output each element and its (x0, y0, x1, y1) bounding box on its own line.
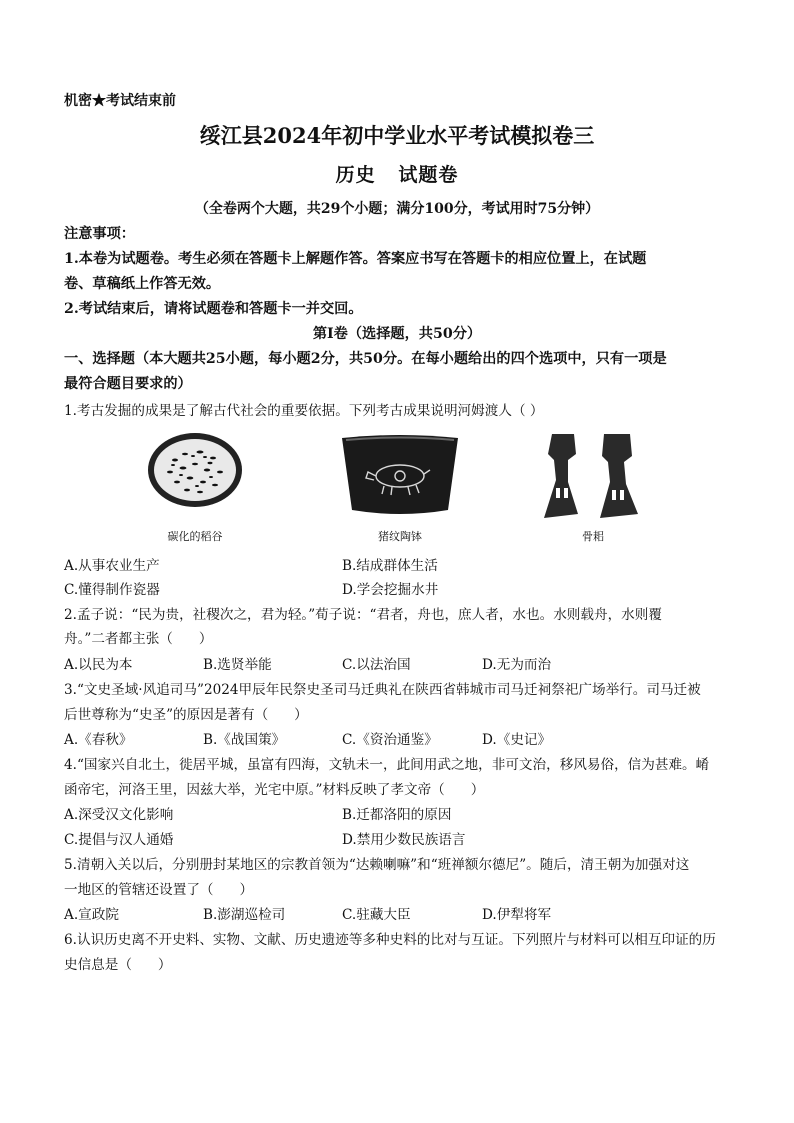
question-4-stem-line-2: 函帝宅，河洛王里，因兹大举，光宅中原。”材料反映了孝文帝（ ） (64, 782, 485, 798)
q5-option-d[interactable]: D.伊犁将军 (482, 907, 552, 923)
image-caption-pottery: 猪纹陶钵 (378, 530, 422, 543)
question-1-stem: 1.考古发掘的成果是了解古代社会的重要依据。下列考古成果说明河姆渡人（ ） (64, 403, 544, 419)
question-2-stem-line-1: 2.孟子说：“民为贵，社稷次之，君为轻。”荀子说：“君者，舟也，庶人者，水也。水则载舟，水则覆 (64, 607, 662, 623)
image-caption-rice: 碳化的稻谷 (167, 530, 223, 543)
q1-option-a[interactable]: A.从事农业生产 (64, 558, 160, 574)
q5-option-b[interactable]: B.澎湖巡检司 (203, 907, 286, 923)
question-6-stem-line-2: 史信息是（ ） (64, 957, 172, 973)
question-5-stem-line-1: 5.清朝入关以后，分别册封某地区的宗教首领为“达赖喇嘛”和“班禅额尔德尼”。随后，清王朝为加强对这 (64, 857, 690, 873)
section-heading-line-1: 一、选择题（本大题共25小题，每小题2分，共50分。在每小题给出的四个选项中，只有一项是 (64, 351, 667, 367)
note-2: 2.考试结束后，请将试题卷和答题卡一并交回。 (64, 301, 363, 317)
q4-option-a[interactable]: A.深受汉文化影响 (64, 807, 174, 823)
question-4-stem-line-1: 4.“国家兴自北土，徙居平城，虽富有四海，文轨未一，此间用武之地，非可文治，移风易俗，信为甚难。崤 (64, 757, 710, 773)
q5-option-c[interactable]: C.驻藏大臣 (342, 907, 411, 923)
question-3-stem-line-1: 3.“文史圣域·风追司马”2024甲辰年民祭史圣司马迁典礼在陕西省韩城市司马迁祠祭祀广场举行。司马迁被 (64, 682, 701, 698)
q1-option-d[interactable]: D.学会挖掘水井 (342, 582, 439, 598)
carbonized-rice-image (145, 430, 245, 510)
q3-option-b[interactable]: B.《战国策》 (203, 732, 286, 748)
q4-option-d[interactable]: D.禁用少数民族语言 (342, 832, 466, 848)
q1-option-b[interactable]: B.结成群体生活 (342, 558, 438, 574)
q4-option-c[interactable]: C.提倡与汉人通婚 (64, 832, 174, 848)
notes-heading: 注意事项： (64, 226, 135, 242)
question-6-stem-line-1: 6.认识历史离不开史料、实物、文献、历史遗迹等多种史料的比对与互证。下列照片与材料可以相互印证的历 (64, 932, 716, 948)
q2-option-b[interactable]: B.选贤举能 (203, 657, 272, 673)
section-heading-line-2: 最符合题目要求的） (64, 376, 192, 392)
exam-title: 绥江县2024年初中学业水平考试模拟卷三 (199, 123, 595, 148)
subject-title: 历史 试题卷 (335, 164, 459, 186)
pig-pattern-pottery-image (340, 432, 460, 518)
q5-option-a[interactable]: A.宣政院 (64, 907, 119, 923)
bone-spade-image (538, 432, 648, 520)
q3-option-a[interactable]: A.《春秋》 (64, 732, 133, 748)
question-2-stem-line-2: 舟。”二者都主张（ ） (64, 631, 213, 647)
q2-option-c[interactable]: C.以法治国 (342, 657, 411, 673)
q2-option-d[interactable]: D.无为而治 (482, 657, 552, 673)
q4-option-b[interactable]: B.迁都洛阳的原因 (342, 807, 452, 823)
q1-option-c[interactable]: C.懂得制作瓷器 (64, 582, 160, 598)
q3-option-d[interactable]: D.《史记》 (482, 732, 552, 748)
note-1-line-1: 1.本卷为试题卷。考生必须在答题卡上解题作答。答案应书写在答题卡的相应位置上，在试题 (64, 251, 647, 267)
q2-option-a[interactable]: A.以民为本 (64, 657, 133, 673)
question-5-stem-line-2: 一地区的管辖还设置了（ ） (64, 882, 254, 898)
confidential-label: 机密★考试结束前 (64, 93, 176, 109)
q3-option-c[interactable]: C.《资治通鉴》 (342, 732, 438, 748)
exam-info: （全卷两个大题，共29个小题；满分100分，考试用时75分钟） (194, 201, 600, 217)
image-caption-bone-spade: 骨耜 (582, 530, 604, 543)
note-1-line-2: 卷、草稿纸上作答无效。 (64, 276, 221, 292)
part-title: 第Ⅰ卷（选择题，共50分） (312, 326, 482, 342)
question-3-stem-line-2: 后世尊称为“史圣”的原因是著有（ ） (64, 707, 308, 723)
